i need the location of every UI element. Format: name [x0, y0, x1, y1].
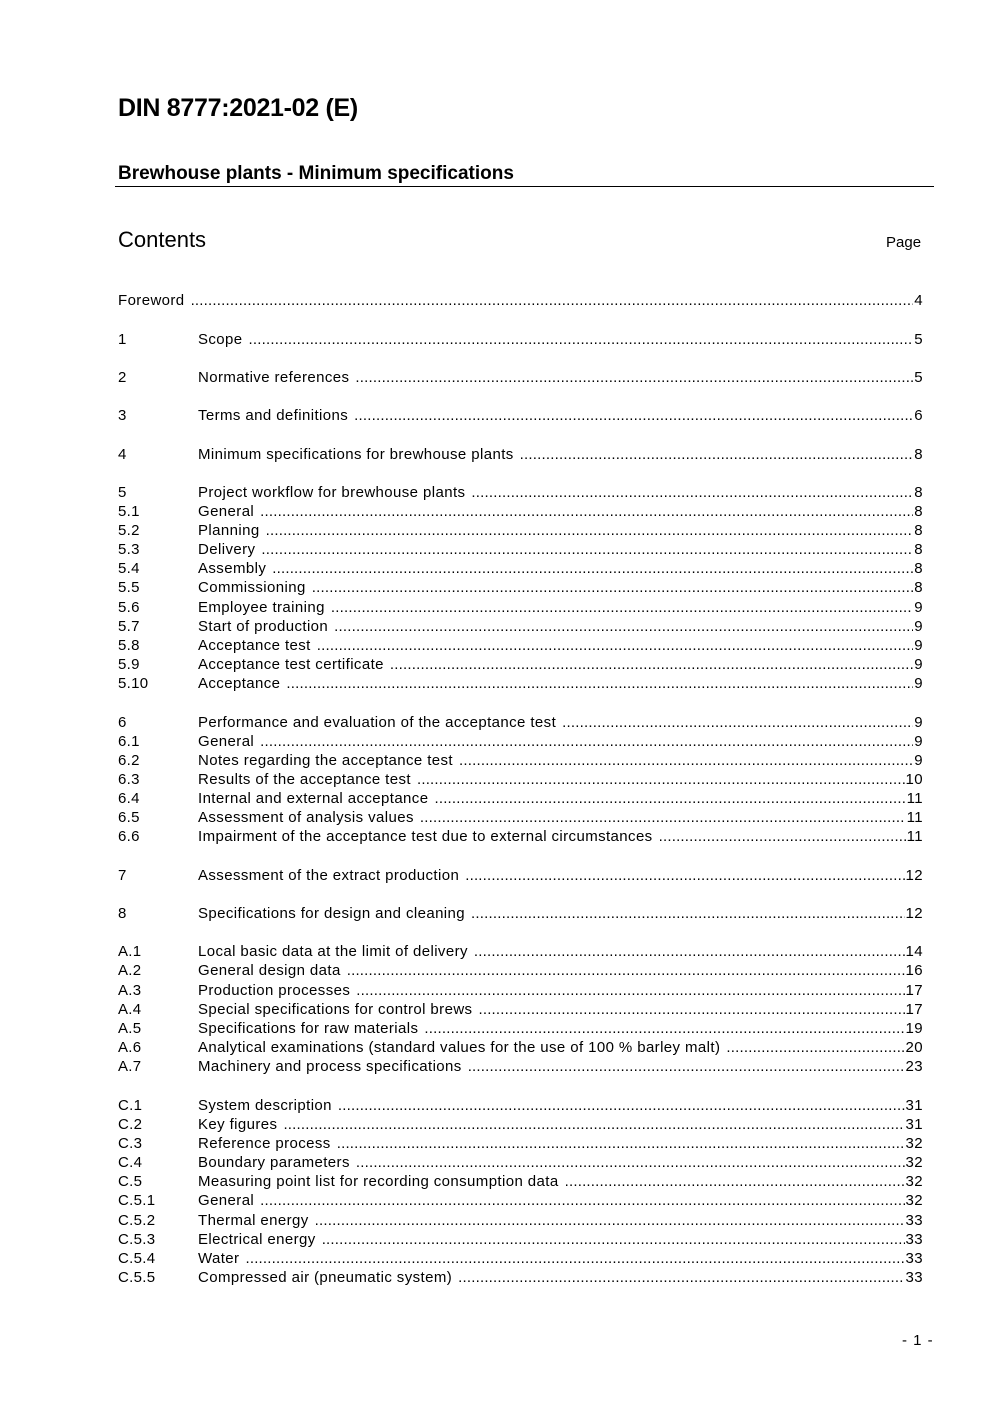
toc-entry-page: 11: [906, 828, 923, 845]
toc-entry-page: 19: [905, 1020, 923, 1037]
document-id: DIN 8777:2021-02 (E): [118, 94, 358, 122]
toc-dot-leader: [356, 1153, 905, 1172]
toc-entry-number: A.6: [118, 1039, 142, 1056]
toc-dot-leader: [355, 368, 913, 387]
toc-entry-title: Key figures: [198, 1116, 278, 1133]
toc-entry[interactable]: [118, 1268, 923, 1287]
toc-entry-number: 5.8: [118, 637, 140, 654]
toc-entry-title: Compressed air (pneumatic system): [198, 1269, 453, 1286]
toc-entry[interactable]: [118, 598, 923, 617]
toc-entry[interactable]: [118, 732, 923, 751]
toc-entry-title: Measuring point list for recording consumption data: [198, 1173, 559, 1190]
toc-entry-page: 5: [914, 331, 923, 348]
toc-entry-page: 32: [905, 1135, 923, 1152]
toc-entry-title: Acceptance test: [198, 637, 311, 654]
toc-dot-leader: [283, 1115, 904, 1134]
toc-entry[interactable]: [118, 521, 923, 540]
toc-entry-number: 6.1: [118, 733, 140, 750]
toc-entry-title: Normative references: [198, 369, 350, 386]
toc-dot-leader: [331, 598, 913, 617]
toc-dot-leader: [354, 406, 913, 425]
toc-dot-leader: [261, 540, 913, 559]
toc-entry-number: A.2: [118, 962, 142, 979]
toc-entry-title: General design data: [198, 962, 341, 979]
toc-entry-number: 5.1: [118, 503, 140, 520]
toc-entry-title: Foreword: [118, 292, 185, 309]
toc-entry-number: 5.4: [118, 560, 140, 577]
toc-entry[interactable]: [118, 1249, 923, 1268]
toc-entry[interactable]: [118, 1230, 923, 1249]
toc-entry-number: C.5.5: [118, 1269, 156, 1286]
toc-entry[interactable]: [118, 866, 923, 885]
document-subtitle: Brewhouse plants - Minimum specifications: [118, 163, 514, 184]
toc-entry[interactable]: [118, 1096, 923, 1115]
toc-entry-page: 5: [914, 369, 923, 386]
toc-dot-leader: [356, 981, 904, 1000]
toc-entry-title: Reference process: [198, 1135, 331, 1152]
toc-entry-page: 8: [914, 503, 923, 520]
toc-entry[interactable]: [118, 1057, 923, 1076]
toc-entry-number: 5.7: [118, 618, 140, 635]
toc-entry-number: 5.5: [118, 579, 140, 596]
toc-entry-page: 32: [905, 1192, 923, 1209]
toc-entry-page: 12: [905, 905, 923, 922]
toc-dot-leader: [471, 904, 904, 923]
toc-entry-page: 9: [914, 714, 923, 731]
toc-entry-page: 20: [905, 1039, 923, 1056]
toc-entry-title: Results of the acceptance test: [198, 771, 411, 788]
toc-entry-title: Thermal energy: [198, 1212, 309, 1229]
toc-dot-leader: [471, 483, 913, 502]
toc-dot-leader: [434, 789, 905, 808]
toc-entry-page: 33: [905, 1212, 923, 1229]
toc-entry-page: 9: [914, 618, 923, 635]
toc-dot-leader: [245, 1249, 904, 1268]
toc-dot-leader: [260, 1191, 904, 1210]
toc-entry[interactable]: [118, 981, 923, 1000]
toc-entry-title: Planning: [198, 522, 260, 539]
page-column-header: Page: [886, 234, 922, 251]
toc-entry-title: Boundary parameters: [198, 1154, 350, 1171]
toc-entry-page: 16: [905, 962, 923, 979]
page-number: - 1 -: [902, 1332, 934, 1349]
toc-entry[interactable]: [118, 636, 923, 655]
toc-entry[interactable]: [118, 1153, 923, 1172]
toc-entry[interactable]: [118, 1038, 923, 1057]
toc-entry-page: 33: [905, 1231, 923, 1248]
toc-entry-number: C.5: [118, 1173, 143, 1190]
toc-entry-page: 32: [905, 1154, 923, 1171]
toc-entry-number: C.5.1: [118, 1192, 156, 1209]
toc-entry[interactable]: [118, 406, 923, 425]
toc-entry-number: A.3: [118, 982, 142, 999]
toc-entry-page: 9: [914, 733, 923, 750]
toc-entry-number: 6: [118, 714, 127, 731]
toc-entry-title: Scope: [198, 331, 243, 348]
toc-entry-number: 8: [118, 905, 127, 922]
toc-dot-leader: [726, 1038, 904, 1057]
toc-entry[interactable]: [118, 904, 923, 923]
toc-entry-page: 14: [905, 943, 923, 960]
contents-heading: Contents: [118, 227, 207, 252]
toc-entry-page: 6: [914, 407, 923, 424]
title-divider: [115, 186, 934, 187]
toc-entry[interactable]: [118, 1115, 923, 1134]
toc-entry-page: 11: [906, 809, 923, 826]
toc-entry-title: Analytical examinations (standard values for the use of 100 % barley malt): [198, 1039, 721, 1056]
toc-dot-leader: [390, 655, 913, 674]
toc-entry[interactable]: [118, 655, 923, 674]
toc-dot-leader: [424, 1019, 904, 1038]
toc-entry-page: 31: [905, 1116, 923, 1133]
toc-entry-number: 2: [118, 369, 127, 386]
toc-dot-leader: [337, 1134, 905, 1153]
toc-entry-page: 8: [914, 541, 923, 558]
toc-entry-number: C.3: [118, 1135, 143, 1152]
toc-entry[interactable]: [118, 578, 923, 597]
toc-entry-page: 9: [914, 675, 923, 692]
toc-entry-title: Start of production: [198, 618, 329, 635]
toc-entry-title: Special specifications for control brews: [198, 1001, 473, 1018]
toc-entry-page: 17: [905, 1001, 923, 1018]
toc-dot-leader: [565, 1172, 905, 1191]
toc-entry-title: Employee training: [198, 599, 325, 616]
toc-entry-number: C.4: [118, 1154, 143, 1171]
toc-entry[interactable]: [118, 1211, 923, 1230]
toc-entry-title: Specifications for design and cleaning: [198, 905, 466, 922]
toc-entry-page: 33: [905, 1269, 923, 1286]
toc-entry[interactable]: [118, 674, 923, 693]
toc-entry-number: 5.10: [118, 675, 149, 692]
toc-entry[interactable]: [118, 559, 923, 578]
toc-entry[interactable]: [118, 291, 923, 310]
toc-entry-number: C.5.4: [118, 1250, 156, 1267]
toc-dot-leader: [260, 502, 913, 521]
toc-entry-number: 5: [118, 484, 127, 501]
toc-dot-leader: [286, 674, 913, 693]
toc-dot-leader: [334, 617, 913, 636]
toc-dot-leader: [459, 751, 913, 770]
toc-dot-leader: [520, 445, 914, 464]
toc-entry-title: Acceptance: [198, 675, 281, 692]
toc-entry[interactable]: [118, 368, 923, 387]
toc-dot-leader: [474, 942, 905, 961]
toc-entry-title: Minimum specifications for brewhouse plants: [198, 446, 514, 463]
toc-entry-page: 33: [905, 1250, 923, 1267]
toc-entry-number: A.1: [118, 943, 142, 960]
toc-entry-number: A.4: [118, 1001, 142, 1018]
toc-dot-leader: [478, 1000, 904, 1019]
toc-entry-title: Local basic data at the limit of delivery: [198, 943, 468, 960]
toc-dot-leader: [347, 961, 905, 980]
toc-entry[interactable]: [118, 713, 923, 732]
toc-entry-number: C.5.2: [118, 1212, 156, 1229]
toc-entry-page: 9: [914, 656, 923, 673]
toc-entry-page: 32: [905, 1173, 923, 1190]
toc-entry-number: 5.9: [118, 656, 140, 673]
toc-dot-leader: [191, 291, 914, 310]
toc-entry-title: General: [198, 503, 255, 520]
toc-dot-leader: [322, 1230, 905, 1249]
toc-entry[interactable]: [118, 942, 923, 961]
toc-entry[interactable]: [118, 1172, 923, 1191]
toc-dot-leader: [312, 578, 914, 597]
toc-entry-page: 9: [914, 637, 923, 654]
toc-entry[interactable]: [118, 1191, 923, 1210]
toc-entry-title: Electrical energy: [198, 1231, 316, 1248]
toc-dot-leader: [260, 732, 913, 751]
toc-entry-number: 5.6: [118, 599, 140, 616]
toc-entry-number: 1: [118, 331, 127, 348]
toc-entry-number: C.2: [118, 1116, 143, 1133]
toc-entry-title: Assessment of analysis values: [198, 809, 414, 826]
toc-entry-title: General: [198, 1192, 255, 1209]
toc-entry-number: 5.2: [118, 522, 140, 539]
toc-entry-title: Production processes: [198, 982, 351, 999]
toc-entry[interactable]: [118, 445, 923, 464]
toc-entry-page: 8: [914, 522, 923, 539]
toc-entry[interactable]: [118, 1000, 923, 1019]
toc-dot-leader: [465, 866, 904, 885]
toc-entry-title: Project workflow for brewhouse plants: [198, 484, 466, 501]
toc-entry-page: 9: [914, 752, 923, 769]
toc-entry[interactable]: [118, 617, 923, 636]
toc-dot-leader: [659, 827, 906, 846]
toc-entry-title: Internal and external acceptance: [198, 790, 429, 807]
toc-dot-leader: [562, 713, 913, 732]
toc-dot-leader: [272, 559, 913, 578]
toc-entry-page: 8: [914, 484, 923, 501]
toc-entry-page: 23: [905, 1058, 923, 1075]
toc-entry-title: Assessment of the extract production: [198, 867, 460, 884]
toc-entry-page: 12: [905, 867, 923, 884]
toc-entry[interactable]: [118, 827, 923, 846]
toc-entry-page: 10: [905, 771, 923, 788]
toc-entry-title: Delivery: [198, 541, 256, 558]
toc-entry-page: 8: [914, 560, 923, 577]
toc-entry-title: Terms and definitions: [198, 407, 349, 424]
toc-entry[interactable]: [118, 502, 923, 521]
toc-dot-leader: [315, 1211, 905, 1230]
toc-entry-title: System description: [198, 1097, 332, 1114]
toc-entry[interactable]: [118, 483, 923, 502]
toc-entry-title: Impairment of the acceptance test due to external circumstances: [198, 828, 653, 845]
toc-entry-number: 7: [118, 867, 127, 884]
toc-dot-leader: [417, 770, 905, 789]
toc-entry-number: 6.5: [118, 809, 140, 826]
toc-entry-title: Machinery and process specifications: [198, 1058, 462, 1075]
toc-entry-title: Notes regarding the acceptance test: [198, 752, 453, 769]
toc-entry-number: 6.4: [118, 790, 140, 807]
toc-entry-title: Assembly: [198, 560, 267, 577]
toc-entry[interactable]: [118, 540, 923, 559]
toc-dot-leader: [266, 521, 914, 540]
toc-entry-number: 6.2: [118, 752, 140, 769]
toc-entry-title: General: [198, 733, 255, 750]
toc-entry-page: 9: [914, 599, 923, 616]
toc-dot-leader: [458, 1268, 904, 1287]
toc-entry-title: Water: [198, 1250, 240, 1267]
toc-entry-page: 4: [914, 292, 923, 309]
toc-entry[interactable]: [118, 1134, 923, 1153]
toc-entry[interactable]: [118, 808, 923, 827]
toc-entry-number: C.5.3: [118, 1231, 156, 1248]
toc-dot-leader: [317, 636, 914, 655]
toc-entry[interactable]: [118, 1019, 923, 1038]
toc-dot-leader: [468, 1057, 905, 1076]
toc-entry-title: Performance and evaluation of the acceptance test: [198, 714, 557, 731]
toc-entry[interactable]: [118, 961, 923, 980]
toc-entry-number: 4: [118, 446, 127, 463]
toc-entry-page: 31: [905, 1097, 923, 1114]
toc-dot-leader: [338, 1096, 905, 1115]
toc-entry-page: 11: [906, 790, 923, 807]
toc-entry-title: Acceptance test certificate: [198, 656, 384, 673]
toc-entry-page: 8: [914, 446, 923, 463]
toc-entry-title: Commissioning: [198, 579, 306, 596]
toc-entry-number: C.1: [118, 1097, 143, 1114]
toc-entry-page: 8: [914, 579, 923, 596]
toc-entry-number: 6.6: [118, 828, 140, 845]
toc-entry[interactable]: [118, 751, 923, 770]
toc-entry-number: A.5: [118, 1020, 142, 1037]
toc-entry-title: Specifications for raw materials: [198, 1020, 419, 1037]
toc-entry[interactable]: [118, 330, 923, 349]
toc-dot-leader: [420, 808, 906, 827]
toc-entry[interactable]: [118, 789, 923, 808]
toc-entry-number: A.7: [118, 1058, 142, 1075]
toc-entry-number: 6.3: [118, 771, 140, 788]
toc-dot-leader: [249, 330, 914, 349]
toc-entry[interactable]: [118, 770, 923, 789]
toc-entry-number: 5.3: [118, 541, 140, 558]
toc-entry-number: 3: [118, 407, 127, 424]
toc-entry-page: 17: [905, 982, 923, 999]
